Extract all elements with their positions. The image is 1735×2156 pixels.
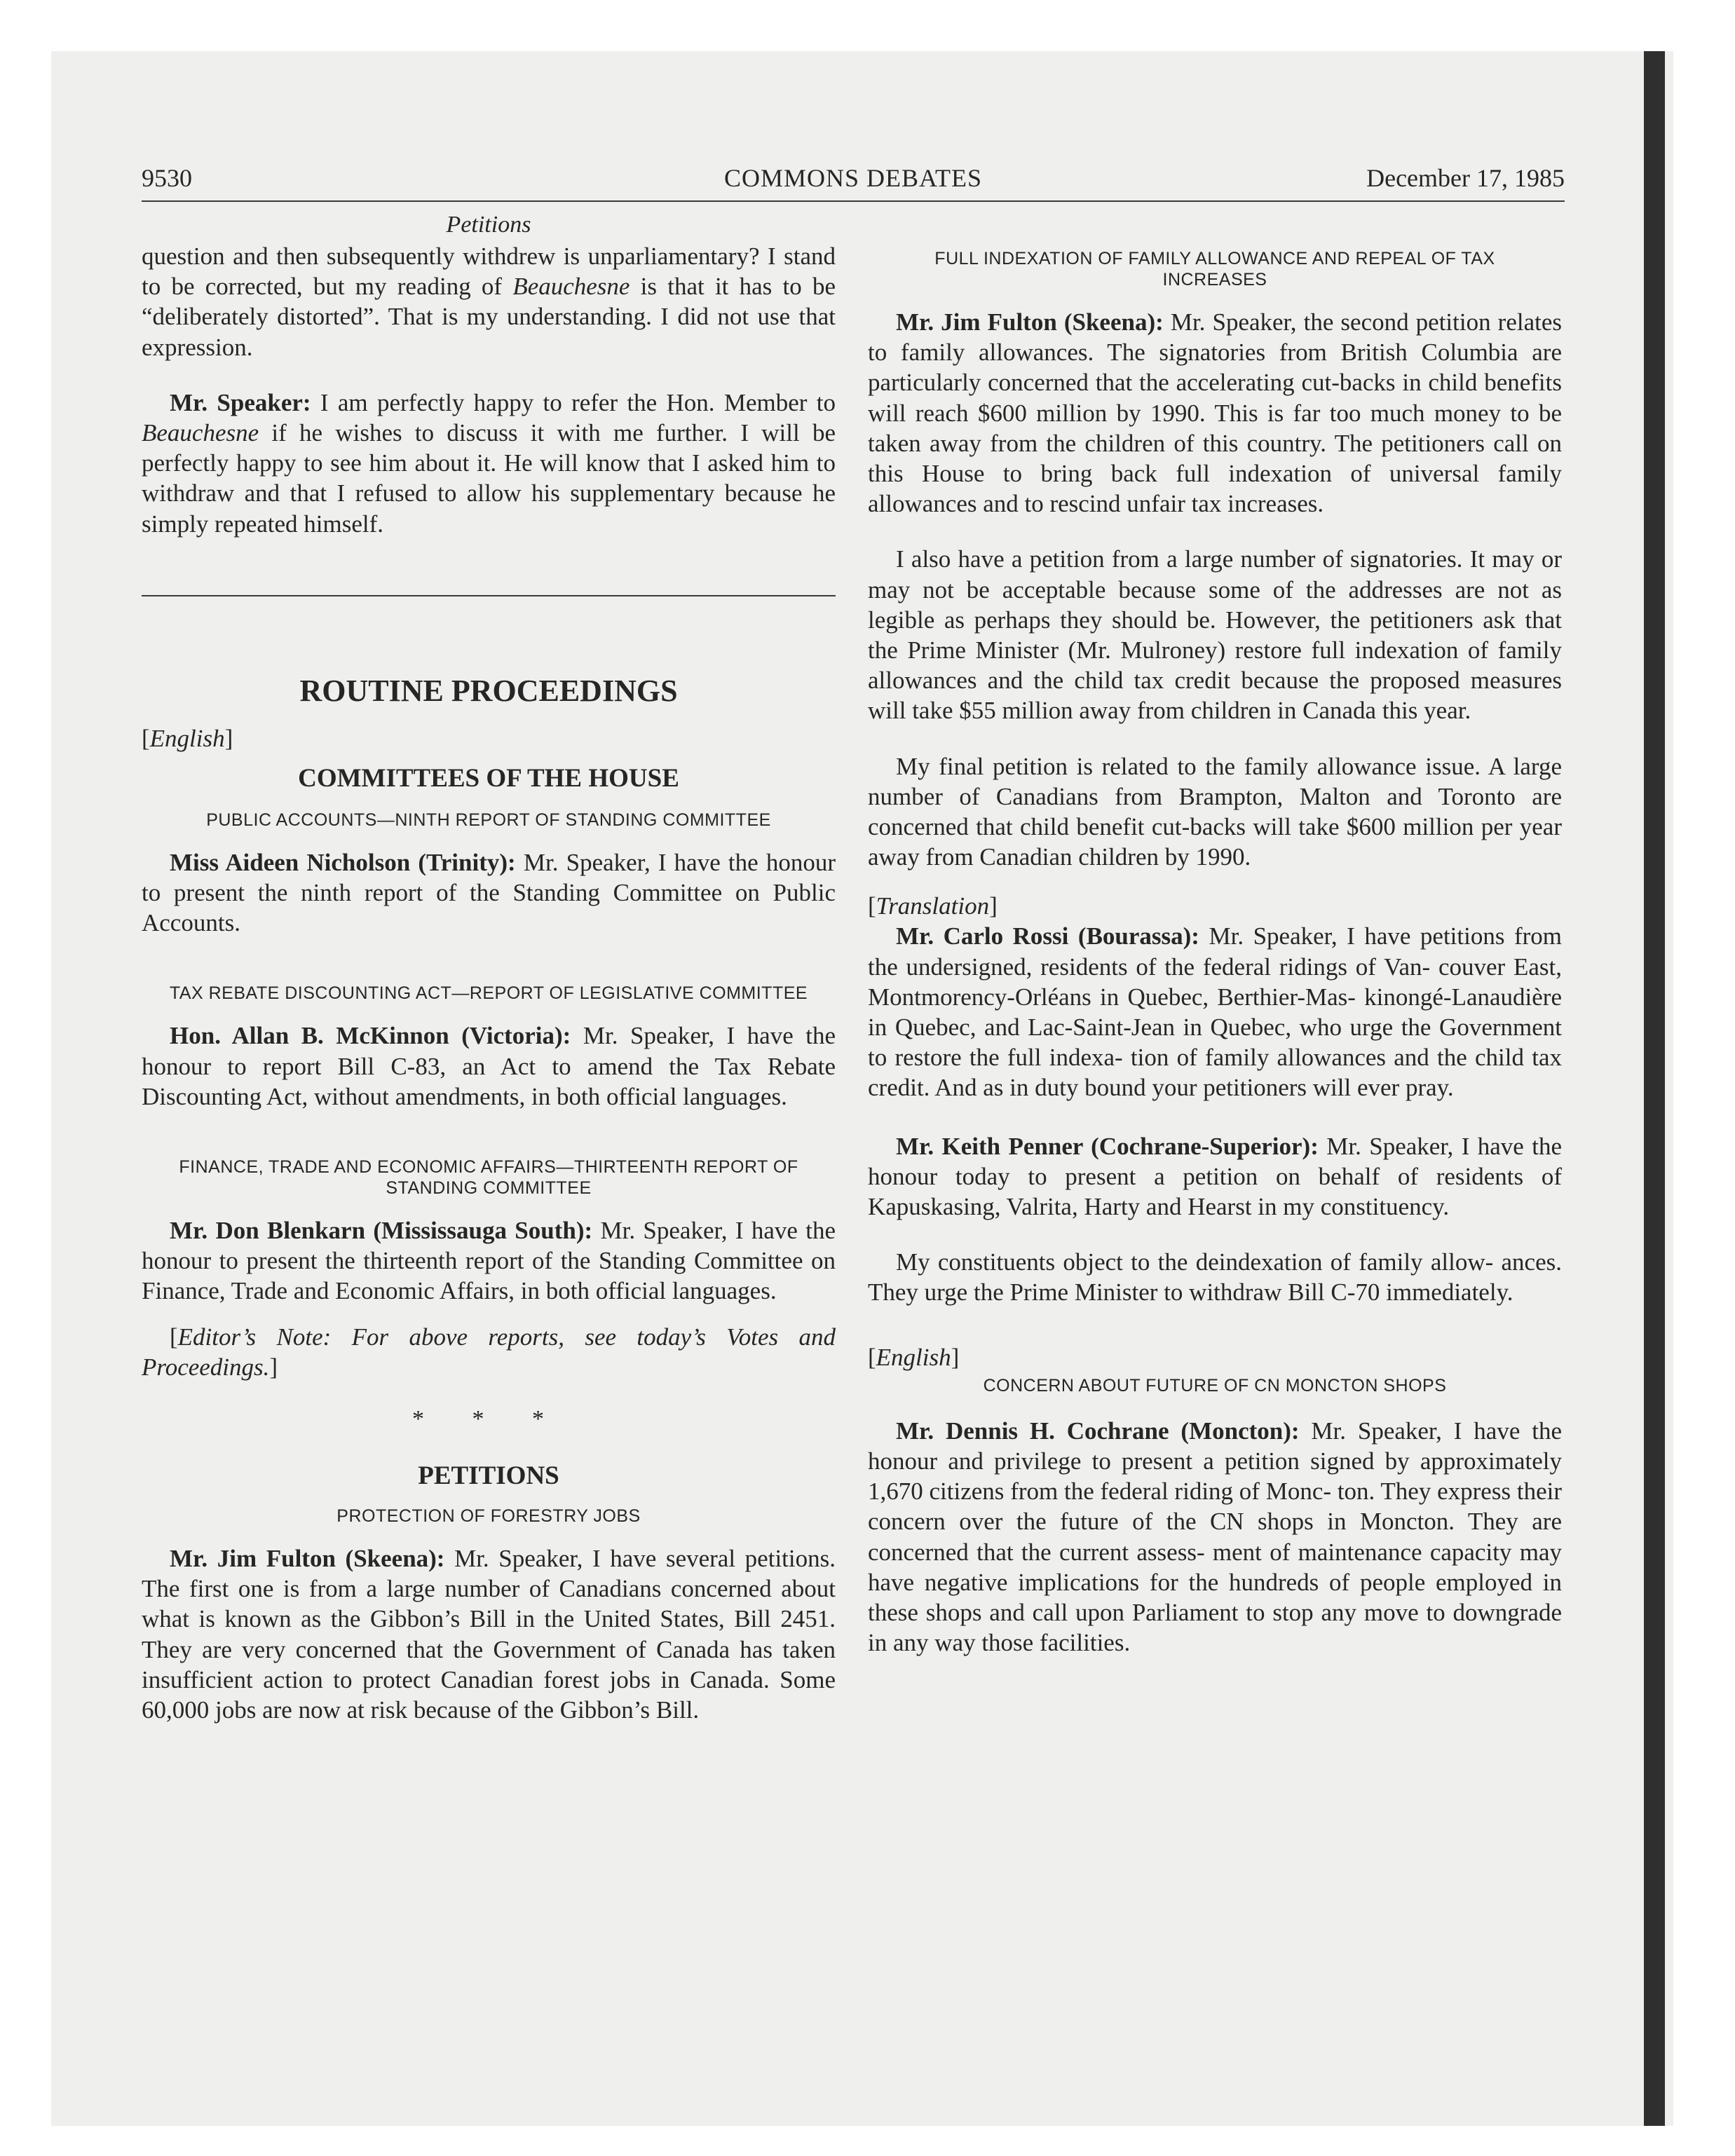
right-column [868,203,1562,1658]
speech-text: Mr. Speaker, the second petition relates to family allowances. The signatories from British Columbia are particularly concerned that the accelerating cut-backs in child benefits will reach $600 million by 1990. This is far too much money to be taken away from the children of this country. The petitioners call on this House to bring back full indexation of universal family allowances and to rescind unfair tax increases. [868,308,1562,518]
speech-text: Mr. Speaker, I have petitions from the undersigned, residents of the federal ridings of Van- couver East, Montmorency-Orléans in Quebec, Berthier-Mas- kinongé-Lanaudière in Quebec, and Lac-Saint-Jean in Quebec, who urge the Government to restore the full indexa- tion of family allowances and the child tax credit. And as in duty bound your petitioners will ever pray. [868,922,1562,1102]
subsection-heading: COMMITTEES OF THE HOUSE [298,763,679,793]
speech-paragraph [142,388,836,539]
header-date: December 17, 1985 [1366,164,1565,192]
speech-text: Mr. Speaker, I have the honour to present the ninth report of the Standing Committee on Public Accounts. [142,848,836,937]
page-edge-shadow [1644,51,1665,2126]
speech-paragraph: My constituents object to the deindexation of family allow- ances. They urge the Prime Minister to withdraw Bill C-70 immediately. [868,1248,1562,1306]
speech-paragraph [868,307,1562,519]
speaker-name: Mr. Don Blenkarn (Mississauga South): [170,1217,593,1245]
speech-paragraph: I also have a petition from a large number of signatories. It may or may not be acceptable because some of the addresses are not as legible as perhaps they should be. However, the petitioners ask that the Prime Minister (Mr. Mulroney) restore full indexation of family allowances and the child tax credit because the proposed measures will take $55 million away from children in Canada this year. [868,545,1562,725]
speech-paragraph [142,1215,836,1306]
language-marker: [Translation] [868,892,998,920]
speech-paragraph: My final petition is related to the family allowance issue. A large number of Canadians from Brampton, Malton and Toronto are concerned that child benefit cut-backs will take $600 million per year away from Canadian children by 1990. [868,752,1562,871]
speaker-name: Mr. Jim Fulton (Skeena): [896,308,1164,336]
speech-paragraph [142,1021,836,1112]
section-separator: * * * [412,1406,565,1433]
speech-text: Mr. Speaker, I have the honour to present the thirteenth report of the Standing Committee on Finance, Trade and Economic Affairs, in both official languages. [142,1217,836,1305]
page-number: 9530 [142,164,192,192]
speech-text: Mr. Speaker, I have several petitions. The first one is from a large number of Canadians concerned about what is known as the Gibbon’s Bill in the United States, Bill 2451. They are very concerned that the Government of Canada has taken insufficient action to protect Canadian forest jobs in Canada. Some 60,000 jobs are now at risk because of the Gibbon’s Bill. [142,1545,836,1724]
left-column [142,203,836,1725]
item-heading: PROTECTION OF FORESTRY JOBS [336,1506,641,1527]
reference-title: Beauchesne [142,419,259,447]
speech-text: I am perfectly happy to refer the Hon. Member to [311,388,836,416]
paragraph-text: question and then subsequently withdrew is unparliamentary? I stand to be corrected, but my reading of [142,243,836,301]
speech-text: if he wishes to discuss it with me further. I will be perfectly happy to see him about it. He will know that I asked him to withdraw and that I refused to allow his supplementary because he simply repeated himself. [142,419,836,538]
speech-text: Mr. Speaker, I have the honour to report Bill C-83, an Act to amend the Tax Rebate Discounting Act, without amendments, in both official languages. [142,1022,836,1110]
section-heading: ROUTINE PROCEEDINGS [299,673,678,708]
speech-paragraph [142,847,836,939]
journal-title: COMMONS DEBATES [723,164,983,192]
item-heading: FINANCE, TRADE AND ECONOMIC AFFAIRS—THIRTEENTH REPORT OF STANDING COMMITTEE [179,1157,798,1199]
speaker-name: Mr. Speaker: [170,388,311,416]
speech-paragraph [868,921,1562,1103]
speech-text: Mr. Speaker, I have the honour today to present a petition on behalf of residents of Kapuskasing, Valrita, Harty and Hearst in my constituency. [868,1132,1562,1221]
item-heading: TAX REBATE DISCOUNTING ACT—REPORT OF LEGISLATIVE COMMITTEE [169,983,808,1004]
running-head: Petitions [446,212,531,238]
speech-paragraph [868,1416,1562,1658]
reference-title: Beauchesne [512,273,630,301]
speech-paragraph [142,1543,836,1725]
speaker-name: Mr. Carlo Rossi (Bourassa): [896,922,1199,950]
section-heading: PETITIONS [418,1461,559,1491]
paragraph-text: is that it has to be “deliberately distorted”. That is my understanding. I did not use that expression. [142,273,836,361]
language-marker: [English] [142,724,233,752]
speaker-name: Mr. Keith Penner (Cochrane-Superior): [896,1132,1319,1160]
item-heading: FULL INDEXATION OF FAMILY ALLOWANCE AND REPEAL OF TAX INCREASES [934,249,1495,289]
paragraph-continued [142,241,836,362]
speaker-name: Mr. Jim Fulton (Skeena): [170,1545,445,1573]
speaker-name: Mr. Dennis H. Cochrane (Moncton): [896,1417,1300,1445]
item-heading: PUBLIC ACCOUNTS—NINTH REPORT OF STANDING COMMITTEE [206,810,771,830]
speech-paragraph [868,1131,1562,1222]
language-marker: [English] [868,1343,960,1371]
section-divider [142,595,836,596]
speech-text: Mr. Speaker, I have the honour and privilege to present a petition signed by approximately 1,670 citizens from the federal riding of Monc- ton. They express their concern over the future of the CN shops in Moncton. They are concerned that the current assess- ment of maintenance capacity may have negative implications for the hundreds of people employed in these shops and call upon Parliament to stop any move to downgrade in any way those facilities. [868,1417,1562,1657]
editors-note: [Editor’s Note: For above reports, see today’s Votes and Proceedings.] [142,1323,836,1381]
speaker-name: Miss Aideen Nicholson (Trinity): [170,848,516,876]
speaker-name: Hon. Allan B. McKinnon (Victoria): [170,1022,571,1050]
item-heading: CONCERN ABOUT FUTURE OF CN MONCTON SHOPS [983,1375,1447,1396]
page-header [142,160,1565,202]
